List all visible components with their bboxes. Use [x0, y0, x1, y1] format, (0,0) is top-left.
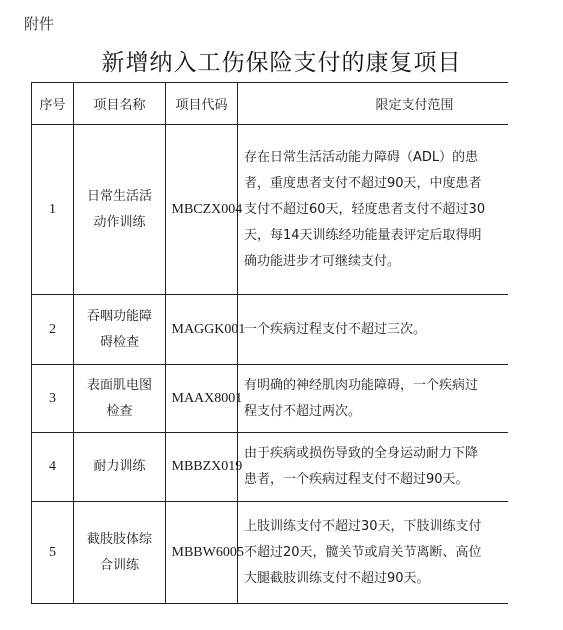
- table-row: [32, 295, 509, 365]
- row-item-code: MAAX8001: [171, 390, 243, 406]
- table-row: [32, 433, 509, 502]
- scope-line: 有明确的神经肌肉功能障碍，一个疾病过: [244, 377, 479, 393]
- row-name-cell: [74, 502, 166, 604]
- scope-line: 不超过20天，髋关节或肩关节离断、高位: [244, 544, 482, 560]
- table-row: [32, 365, 509, 433]
- row-item-code: MBBW6005: [171, 544, 244, 560]
- row-index: 3: [32, 365, 74, 433]
- table-header-row: [32, 83, 509, 125]
- rehab-items-table: [31, 82, 508, 604]
- header-item-name: 项目名称: [74, 83, 166, 125]
- header-payment-scope: 限定支付范围: [238, 83, 509, 125]
- row-payment-scope: [238, 433, 509, 502]
- scope-line: 由于疾病或损伤导致的全身运动耐力下降: [244, 446, 479, 461]
- row-code-cell: [166, 295, 246, 365]
- scope-line: 存在日常生活活动能力障碍（ADL）的患: [244, 149, 479, 165]
- header-item-code: 项目代码: [166, 83, 238, 125]
- document-title: 新增纳入工伤保险支付的康复项目: [101, 50, 462, 76]
- row-item-name: 耐力训练: [93, 459, 146, 474]
- header-index: 序号: [32, 83, 74, 125]
- scope-line: 大腿截肢训练支付不超过90天。: [244, 570, 430, 586]
- scope-line: 天，每14天训练经功能量表评定后取得明: [244, 227, 482, 243]
- row-payment-scope: [238, 502, 509, 604]
- row-item-name: 表面肌电图检查: [86, 377, 152, 419]
- scope-line: 患者，一个疾病过程支付不超过90天。: [244, 472, 469, 487]
- table-row: [32, 502, 509, 604]
- row-item-code: MBCZX004: [171, 201, 243, 217]
- row-item-code: MBBZX019: [171, 459, 243, 474]
- row-code-cell: [166, 433, 243, 502]
- attachment-label: 附件: [24, 15, 55, 33]
- row-code-cell: [166, 502, 244, 604]
- row-index: 4: [32, 433, 74, 502]
- row-item-code: MAGGK001: [171, 321, 246, 337]
- row-payment-scope: [238, 295, 509, 365]
- row-name-cell: [74, 125, 166, 295]
- row-payment-scope: [238, 365, 509, 433]
- row-index: 1: [32, 125, 74, 295]
- row-code-cell: [166, 365, 243, 433]
- scope-line: 上肢训练支付不超过30天，下肢训练支付: [244, 518, 482, 534]
- row-name-cell: [74, 365, 166, 433]
- row-item-name: 吞咽功能障碍检查: [86, 308, 152, 350]
- row-index: 2: [32, 295, 74, 365]
- scope-line: 者，重度患者支付不超过90天，中度患者: [244, 175, 482, 191]
- row-name-cell: [74, 433, 166, 502]
- row-item-name: 日常生活活动作训练: [86, 188, 152, 230]
- row-payment-scope: [238, 125, 509, 295]
- scope-line: 确功能进步才可继续支付。: [244, 253, 401, 269]
- row-item-name: 截肢肢体综合训练: [86, 531, 152, 573]
- scope-line: 程支付不超过两次。: [244, 403, 362, 419]
- table-row: [32, 125, 509, 295]
- row-index: 5: [32, 502, 74, 604]
- scope-line: 一个疾病过程支付不超过三次。: [244, 321, 427, 337]
- row-name-cell: [74, 295, 166, 365]
- row-code-cell: [166, 125, 243, 295]
- table-viewport: [31, 82, 508, 608]
- scope-line: 支付不超过60天，轻度患者支付不超过30: [244, 201, 486, 217]
